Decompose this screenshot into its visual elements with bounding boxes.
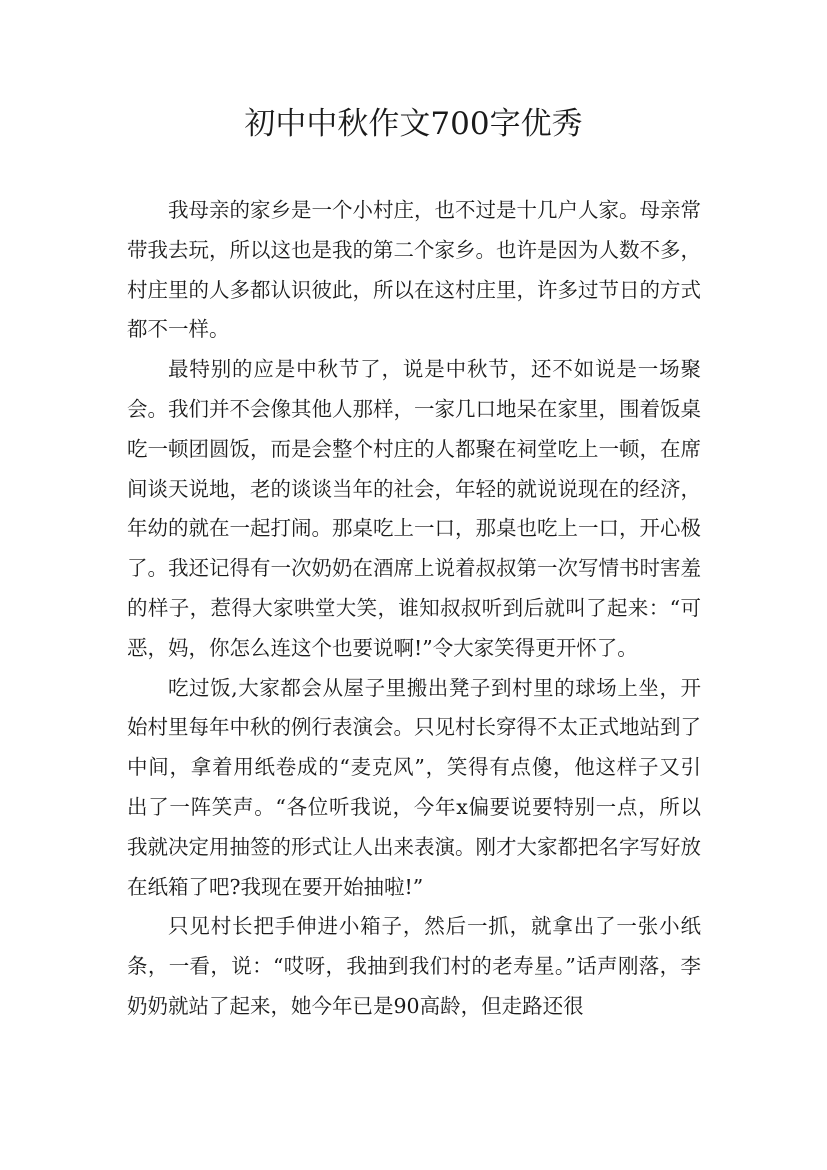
paragraph: 吃过饭,大家都会从屋子里搬出凳子到村里的球场上坐，开始村里每年中秋的例行表演会。只见村长穿得不太正式地站到了中间，拿着用纸卷成的“麦克风”，笑得有点傻，他这样子又引出了一阵笑声。“各位听我说，今年x偏要说要特别一点，所以我就决定用抽签的形式让人出来表演。刚才大家都把名字写好放在纸箱了吧?我现在要开始抽啦!”: [127, 675, 701, 899]
paragraph: 只见村长把手伸进小箱子，然后一抓，就拿出了一张小纸条，一看，说：“哎呀，我抽到我们村的老寿星。”话声刚落，李奶奶就站了起来，她今年已是90高龄，但走路还很: [127, 914, 701, 1018]
paragraph: 最特别的应是中秋节了，说是中秋节，还不如说是一场聚会。我们并不会像其他人那样，一家几口地呆在家里，围着饭桌吃一顿团圆饭，而是会整个村庄的人都聚在祠堂吃上一顿，在席间谈天说地，老的谈谈当年的社会，年轻的就说说现在的经济，年幼的就在一起打闹。那桌吃上一口，那桌也吃上一口，开心极了。我还记得有一次奶奶在酒席上说着叔叔第一次写情书时害羞的样子，惹得大家哄堂大笑，谁知叔叔听到后就叫了起来：“可恶，妈，你怎么连这个也要说啊!”令大家笑得更开怀了。: [127, 357, 701, 660]
paragraph: 我母亲的家乡是一个小村庄，也不过是十几户人家。母亲常带我去玩，所以这也是我的第二个家乡。也许是因为人数不多，村庄里的人多都认识彼此，所以在这村庄里，许多过节日的方式都不一样。: [127, 198, 701, 342]
document-body: [127, 191, 701, 1027]
document-title: 初中中秋作文700字优秀: [244, 106, 583, 142]
